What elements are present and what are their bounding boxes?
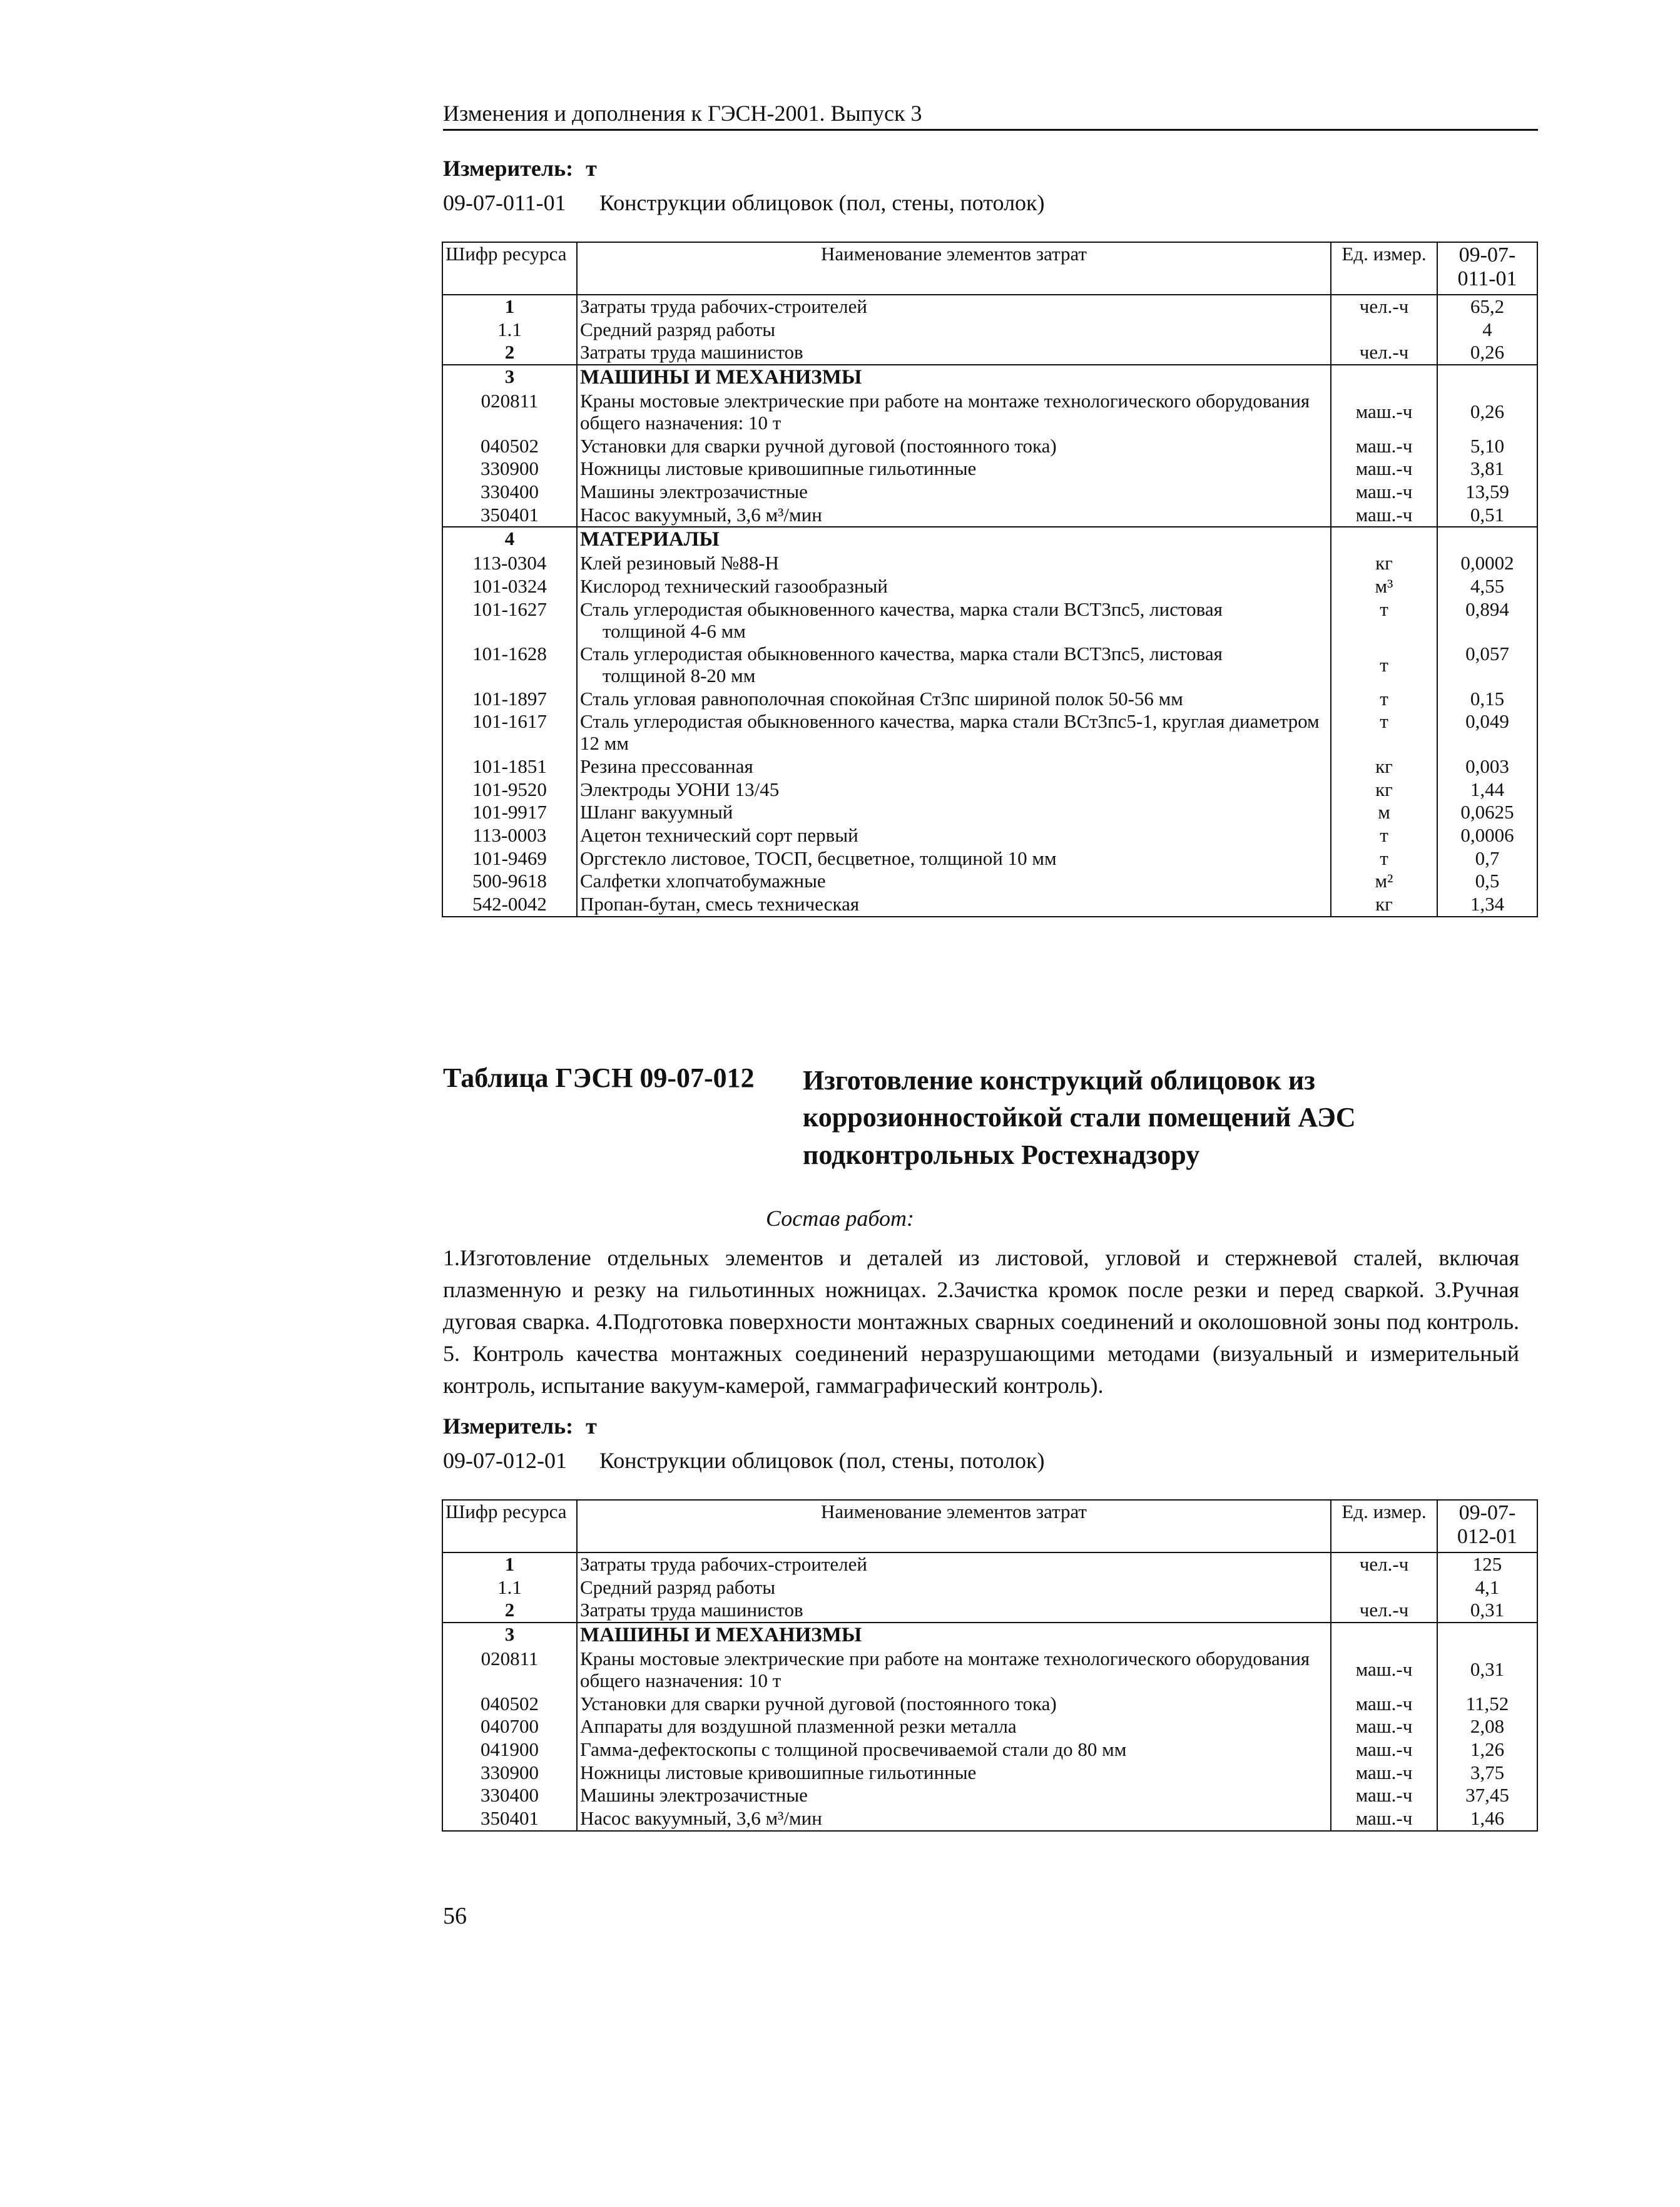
table-row: 330400 Машины электрозачистные маш.-ч 37,45 [442,1784,1537,1807]
table-row: 350401 Насос вакуумный, 3,6 м³/мин маш.-ч 0,51 [442,504,1537,528]
table-row: 020811 Краны мостовые электрические при работе на монтаже технологического оборудования общего назначения: 10 т маш.-ч 0,31 [442,1648,1537,1692]
table-row: 330900 Ножницы листовые кривошипные гильотинные маш.-ч 3,81 [442,457,1537,481]
meter-unit: т [586,156,597,181]
table-row: 1.1 Средний разряд работы 4,1 [442,1576,1537,1599]
norm-code: 09-07-012-01 [443,1448,567,1473]
meter-label: Измеритель: [443,156,574,181]
resource-table-1 [442,242,1538,917]
table-row: 020811 Краны мостовые электрические при работе на монтаже технологического оборудования общего назначения: 10 т маш.-ч 0,26 [442,390,1537,434]
table-row: 1 Затраты труда рабочих-строителей чел.-ч 65,2 [442,295,1537,319]
table-row: 113-0304 Клей резиновый №88-Н кг 0,0002 [442,552,1537,575]
column-header-norm: 09-07-011-01 [1437,242,1537,295]
column-header-code: Шифр ресурса [442,1500,577,1552]
table-row: 040502 Установки для сварки ручной дуговой (постоянного тока) маш.-ч 11,52 [442,1693,1537,1716]
table-row: 350401 Насос вакуумный, 3,6 м³/мин маш.-ч 1,46 [442,1807,1537,1831]
column-header-name: Наименование элементов затрат [577,242,1331,295]
norm-code: 09-07-011-01 [443,190,566,215]
table-row: 330400 Машины электрозачистные маш.-ч 13,59 [442,481,1537,504]
table-row: 101-1851 Резина прессованная кг 0,003 [442,755,1537,778]
table-description: Изготовление конструкций облицовок из коррозионностойкой стали помещений АЭС подконтрольных Ростехнадзору [803,1065,1356,1170]
work-composition-text: 1.Изготовление отдельных элементов и деталей из листовой, угловой и стержневой сталей, включая плазменную и резку на гильотинных ножницах. 2.Зачистка кромок после резки и перед сваркой. 3.Ручная дуговая сварка. 4.Подготовка поверхности монтажных сварных соединений и околошовной зоны под контроль. 5. Контроль качества монтажных соединений неразрушающими методами (визуальный и измерительный контроль, испытание вакуум-камерой, гаммаграфический контроль). [443,1245,1519,1399]
meter-label: Измеритель: [443,1414,574,1439]
meter-line-2 [443,1413,597,1439]
table-row: 101-1897 Сталь угловая равнополочная спокойная Ст3пс шириной полок 50-56 мм т 0,15 [442,688,1537,711]
table-row: 101-9520 Электроды УОНИ 13/45 кг 1,44 [442,778,1537,802]
table-row: 2 Затраты труда машинистов чел.-ч 0,26 [442,341,1537,365]
page-header: Изменения и дополнения к ГЭСН-2001. Выпуск 3 [443,100,1538,131]
table-section-row: 3 МАШИНЫ И МЕХАНИЗМЫ [442,365,1537,390]
column-header-name: Наименование элементов затрат [577,1500,1331,1552]
column-header-unit: Ед. измер. [1331,242,1437,295]
norm-name: Конструкции облицовок (пол, стены, потолок) [599,1448,1045,1473]
table-section-row: 3 МАШИНЫ И МЕХАНИЗМЫ [442,1623,1537,1648]
table-row: 1 Затраты труда рабочих-строителей чел.-ч 125 [442,1552,1537,1576]
column-header-norm: 09-07-012-01 [1437,1500,1537,1552]
table-row: 101-9917 Шланг вакуумный м 0,0625 [442,801,1537,824]
table-section-row: 4 МАТЕРИАЛЫ [442,527,1537,552]
page-number: 56 [443,1903,467,1929]
table-row: 101-9469 Оргстекло листовое, ТОСП, бесцветное, толщиной 10 мм т 0,7 [442,847,1537,870]
work-caption: Состав работ: [766,1206,914,1231]
norm-line-1 [443,190,1045,216]
table-row: 101-0324 Кислород технический газообразный м³ 4,55 [442,575,1537,598]
column-header-unit: Ед. измер. [1331,1500,1437,1552]
table-row: 542-0042 Пропан-бутан, смесь техническая кг 1,34 [442,893,1537,917]
table-row: 1.1 Средний разряд работы 4 [442,319,1537,342]
table-row: 040502 Установки для сварки ручной дуговой (постоянного тока) маш.-ч 5,10 [442,435,1537,458]
column-header-code: Шифр ресурса [442,242,577,295]
meter-unit: т [586,1414,597,1439]
table-row: 101-1628 Сталь углеродистая обыкновенного качества, марка стали ВСТ3пс5, листовая толщиной 8-20 мм т 0,057 [442,643,1537,687]
table-row: 330900 Ножницы листовые кривошипные гильотинные маш.-ч 3,75 [442,1761,1537,1785]
resource-table-2 [442,1499,1538,1832]
table-row: 2 Затраты труда машинистов чел.-ч 0,31 [442,1599,1537,1623]
norm-line-2 [443,1447,1045,1474]
table-title: Таблица ГЭСН 09-07-012 [443,1063,755,1093]
meter-line-1 [443,155,597,181]
table-row: 040700 Аппараты для воздушной плазменной резки металла маш.-ч 2,08 [442,1715,1537,1738]
table-row: 101-1617 Сталь углеродистая обыкновенного качества, марка стали ВСт3пс5-1, круглая диаметром 12 мм т 0,049 [442,710,1537,755]
norm-name: Конструкции облицовок (пол, стены, потолок) [599,190,1045,215]
table-row: 500-9618 Салфетки хлопчатобумажные м² 0,5 [442,870,1537,893]
table-row: 041900 Гамма-дефектоскопы с толщиной просвечиваемой стали до 80 мм маш.-ч 1,26 [442,1738,1537,1761]
table-row: 101-1627 Сталь углеродистая обыкновенного качества, марка стали ВСТ3пс5, листовая толщиной 4-6 мм т 0,894 [442,598,1537,643]
table-row: 113-0003 Ацетон технический сорт первый т 0,0006 [442,824,1537,847]
